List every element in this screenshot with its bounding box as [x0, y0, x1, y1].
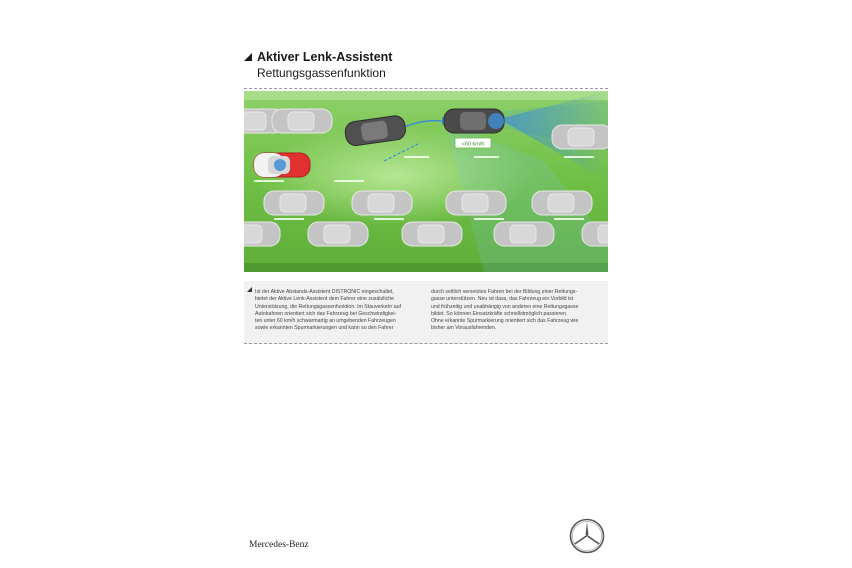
triangle-marker-icon: [247, 287, 252, 292]
top-divider: [244, 88, 608, 89]
traffic-illustration: [244, 91, 608, 272]
emergency-vehicle: [254, 153, 310, 177]
description-panel: [244, 281, 608, 344]
three-pointed-star-icon: [569, 518, 605, 554]
page-title: Aktiver Lenk-Assistent: [257, 50, 393, 64]
speed-label: [455, 138, 491, 148]
brand-wordmark: Mercedes-Benz: [249, 540, 309, 550]
svg-text:<60 km/h: <60 km/h: [461, 141, 485, 148]
description-column-1: Ist der Aktive Abstands-Assistent DISTRONIC eingeschaltet, bietet der Aktive Lenk-Assistent dem Fahrer eine zusätzliche Unterstützung, die Rettungsgassenfunktion. Im Stauverkehr auf Autobahnen orientiert sich das Fahrzeug bei Geschwindigkei- ten unter 60 km/h schwarmartig an umgebenden Fahrzeugen sowie erkannten Spurmarkierungen und kann so den Fahrer: [255, 289, 401, 332]
lead-vehicle: [444, 109, 504, 133]
triangle-marker-icon: [244, 53, 252, 61]
page-subtitle: Rettungsgassenfunktion: [257, 66, 386, 80]
description-column-2: durch seitlich versetztes Fahren bei der Bildung einer Rettungs- gasse unterstützen. Neu ist dass, das Fahrzeug ein Vorbild ist und frühzeitig und unabhängig von anderen eine Rettungsgasse bildet. So können Einsatzkräfte schnellstmöglich passieren. Ohne erkannte Spurmarkierung orientiert sich das Fahrzeug wie bisher am Vorausfahrenden.: [431, 289, 579, 332]
